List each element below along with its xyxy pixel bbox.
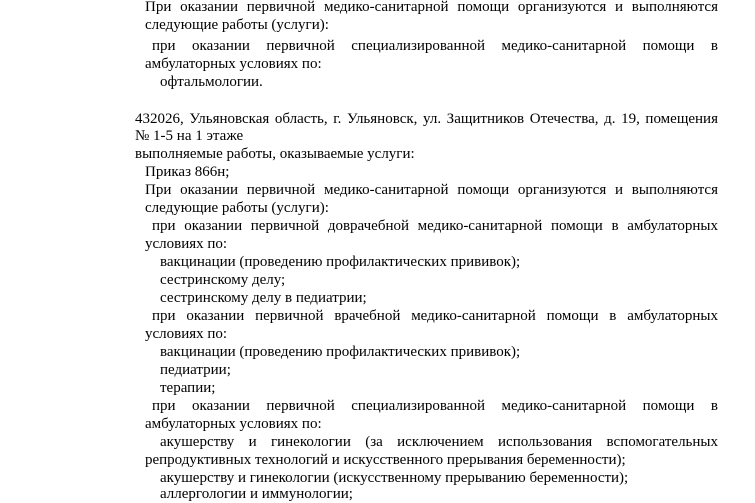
text-line: амбулаторных условиях по: <box>145 416 322 432</box>
text-line: при оказании первичной врачебной медико-санитарной помощи в амбулаторных <box>152 308 718 324</box>
list-item-continuation: репродуктивных технологий и искусственного прерывания беременности); <box>145 452 626 468</box>
text-line: условиях по: <box>145 326 228 342</box>
order-reference: Приказ 866н; <box>145 164 230 180</box>
list-item: аллергологии и иммунологии; <box>160 486 353 502</box>
text-line: При оказании первичной медико-санитарной помощи организуются и выполняются <box>145 182 718 198</box>
text-line: условиях по: <box>145 236 228 252</box>
section-heading: выполняемые работы, оказываемые услуги: <box>135 146 415 162</box>
text-line: при оказании первичной специализированной медико-санитарной помощи в <box>152 38 718 54</box>
text-line: офтальмологии. <box>160 74 263 90</box>
list-item: вакцинации (проведению профилактических прививок); <box>160 254 521 270</box>
text-line: следующие работы (услуги): <box>145 17 329 33</box>
text-line: при оказании первичной доврачебной медико-санитарной помощи в амбулаторных <box>152 218 718 234</box>
list-item: акушерству и гинекологии (искусственному прерыванию беременности); <box>160 470 629 486</box>
text-line: следующие работы (услуги): <box>145 200 329 216</box>
list-item: акушерству и гинекологии (за исключением использования вспомогательных <box>160 434 718 450</box>
list-item: вакцинации (проведению профилактических прививок); <box>160 344 521 360</box>
text-line: При оказании первичной медико-санитарной помощи организуются и выполняются <box>145 0 718 15</box>
list-item: педиатрии; <box>160 362 231 378</box>
text-line: при оказании первичной специализированной медико-санитарной помощи в <box>152 398 718 414</box>
list-item: сестринскому делу; <box>160 272 286 288</box>
address-line: № 1-5 на 1 этаже <box>135 128 244 144</box>
text-line: амбулаторных условиях по: <box>145 56 322 72</box>
address-line: 432026, Ульяновская область, г. Ульяновск, ул. Защитников Отечества, д. 19, помещения <box>135 111 718 127</box>
list-item: сестринскому делу в педиатрии; <box>160 290 367 306</box>
list-item: терапии; <box>160 380 216 396</box>
